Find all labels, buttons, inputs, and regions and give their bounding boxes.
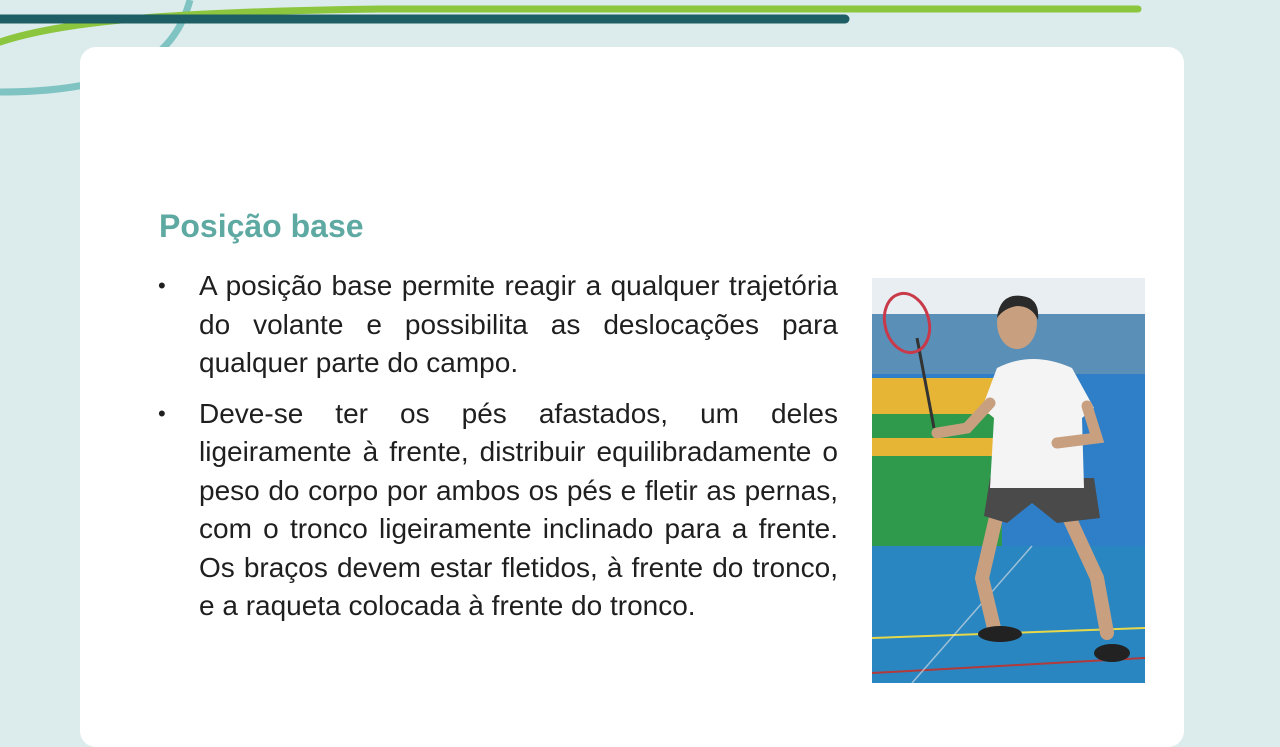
bullet-text: A posição base permite reagir a qualquer trajetória do volante e possibilita as deslocações para qualquer parte do campo. (199, 270, 838, 378)
bullet-item (156, 395, 838, 626)
badminton-player-photo (872, 278, 1145, 683)
bullet-list (156, 267, 838, 638)
bullet-icon: • (158, 400, 166, 426)
photo-illustration (872, 278, 1145, 683)
bullet-item (156, 267, 838, 383)
bullet-icon: • (158, 273, 166, 298)
bullet-text: Deve-se ter os pés afastados, um deles ligeiramente à frente, distribuir equilibradamente o peso do corpo por ambos os pés e fletir as pernas, com o tronco ligeiramente inclinado para a frente. Os braços devem estar fletidos, à frente do tronco, e a raqueta colocada à frente do tronco. (199, 397, 838, 621)
slide-title: Posição base (159, 208, 364, 244)
